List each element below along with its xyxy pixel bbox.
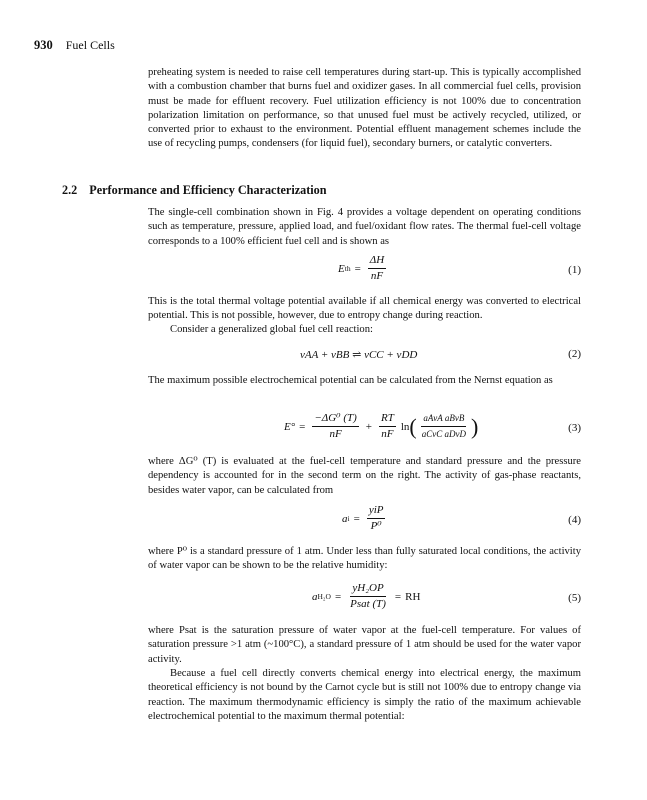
eq5-label: (5) bbox=[568, 592, 581, 604]
eq3-fraction-1 bbox=[312, 412, 358, 441]
eq1-lhs: E bbox=[338, 262, 345, 275]
eq5-lhs-sub: H₂O bbox=[317, 592, 331, 601]
eq2-reaction: νAA + νBB ⇌ νCC + νDD bbox=[300, 349, 418, 361]
running-title: Fuel Cells bbox=[65, 38, 115, 52]
equation-5: a H₂O = $\frac{\text{yH₂OP}}{\text{Psat (T)}}$ = RH (5) bbox=[312, 582, 581, 610]
eq3-fraction-3 bbox=[420, 412, 468, 441]
paragraph-standard-pressure: where P⁰ is a standard pressure of 1 atm. Under less than fully saturated local conditions, the activity of water vapor can be shown to be the relative humidity: bbox=[148, 546, 581, 572]
eq1-label: (1) bbox=[568, 264, 581, 276]
paragraph-thermal: This is the total thermal voltage potential available if all chemical energy was converted to electrical potential. This is not possible, however, due to entropy change during reaction. bbox=[148, 296, 581, 322]
eq3-label: (3) bbox=[568, 422, 581, 434]
section-title: Performance and Efficiency Characterization bbox=[89, 183, 327, 197]
eq4-denominator: P⁰ bbox=[370, 520, 382, 532]
eq5-lhs: a bbox=[312, 590, 318, 603]
eq3-numerator-1: −ΔG⁰ (T) bbox=[312, 412, 358, 427]
eq4-lhs-sub: i bbox=[347, 514, 350, 523]
equation-1: E th = $\frac{\Delta H}{nF}$ (1) bbox=[338, 254, 581, 282]
eq3-fraction-2 bbox=[379, 412, 396, 441]
eq3-numerator-3: aAνA aBνB bbox=[421, 412, 466, 427]
eq2-label: (2) bbox=[568, 348, 581, 360]
eq1-denominator: nF bbox=[370, 270, 384, 282]
page-number: 930 bbox=[34, 38, 53, 52]
eq5-numerator: yH₂OP bbox=[350, 582, 385, 597]
paragraph-effluent: preheating system is needed to raise cell temperatures during start-up. This is typically accomplished with a combustion chamber that burns fuel and oxidizer gases. In all commercial fuel cells, provision must be made for effluent recovery. Fuel utilization efficiency is not 100% due to concentration polarization limitation on performance, so that unused fuel must be actively recycled, utilized, or converted prior to exhaust to the environment. Potential effluent management schemes include the use of recycling pumps, condensers (for liquid fuel), secondary burners, or catalytic converters. bbox=[148, 67, 581, 150]
paragraph-voltage: The single-cell combination shown in Fig. 4 provides a voltage dependent on operating conditions such as temperature, pressure, applied load, and fuel/oxidant flow rates. The thermal fuel-cell voltage corresponds to a 100% efficient fuel cell and is shown as bbox=[148, 207, 581, 247]
paragraph-reaction-intro: Consider a generalized global fuel cell reaction: bbox=[170, 324, 373, 335]
section-number: 2.2 bbox=[62, 183, 78, 197]
eq3-denominator-1: nF bbox=[329, 428, 342, 440]
eq3-lhs: E° bbox=[284, 420, 296, 433]
eq4-fraction bbox=[367, 504, 386, 533]
eq3-denominator-3: aCνC aDνD bbox=[421, 429, 466, 439]
equation-4: a i = $\frac{\text{yiP}}{\text{P⁰}}$ (4) bbox=[342, 504, 581, 532]
paragraph-efficiency: Because a fuel cell directly converts chemical energy into electrical energy, the maximum theoretical efficiency is not bound by the Carnot cycle but is still not 100% due to entropy change via reaction. The maximum thermodynamic efficiency is simply the ratio of the maximum achievable electrochemical potential to the maximum thermal potential: bbox=[148, 668, 581, 722]
eq5-fraction bbox=[348, 582, 388, 611]
eq3-numerator-2: RT bbox=[379, 412, 396, 427]
section-heading bbox=[62, 183, 327, 198]
equation-3: E° = $\frac{\text{−ΔG⁰ (T)}}{nF}$ + $\frac{RT}{nF}$ ln ( $\frac{\text{aAνA aBνB}}{\text{aCνC aDνD}}$ ) (3) bbox=[284, 412, 581, 440]
paragraph-saturation: where Psat is the saturation pressure of water vapor at the fuel-cell temperature. For values of saturation pressure >1 atm (~100°C), a standard pressure of 1 atm should be used for the water vapor activity. bbox=[148, 625, 581, 665]
running-header bbox=[34, 38, 115, 53]
eq5-rhs: RH bbox=[405, 590, 421, 603]
eq1-numerator: ΔH bbox=[368, 254, 386, 269]
eq3-ln: ln bbox=[400, 420, 410, 433]
eq4-label: (4) bbox=[568, 514, 581, 526]
paragraph-activity: where ΔG⁰ (T) is evaluated at the fuel-cell temperature and standard pressure and the pressure dependency is accounted for in the second term on the right. The activity of gas-phase reactants, besides water vapor, can be calculated from bbox=[148, 456, 581, 496]
eq5-denominator: Psat (T) bbox=[350, 598, 386, 610]
eq1-lhs-sub: th bbox=[344, 264, 351, 273]
eq4-numerator: yiP bbox=[367, 504, 386, 519]
paragraph-nernst: The maximum possible electrochemical potential can be calculated from the Nernst equation as bbox=[148, 375, 553, 386]
eq1-fraction bbox=[368, 254, 386, 283]
eq4-lhs: a bbox=[342, 512, 348, 525]
equation-2 bbox=[148, 345, 581, 365]
eq3-denominator-2: nF bbox=[381, 428, 394, 440]
